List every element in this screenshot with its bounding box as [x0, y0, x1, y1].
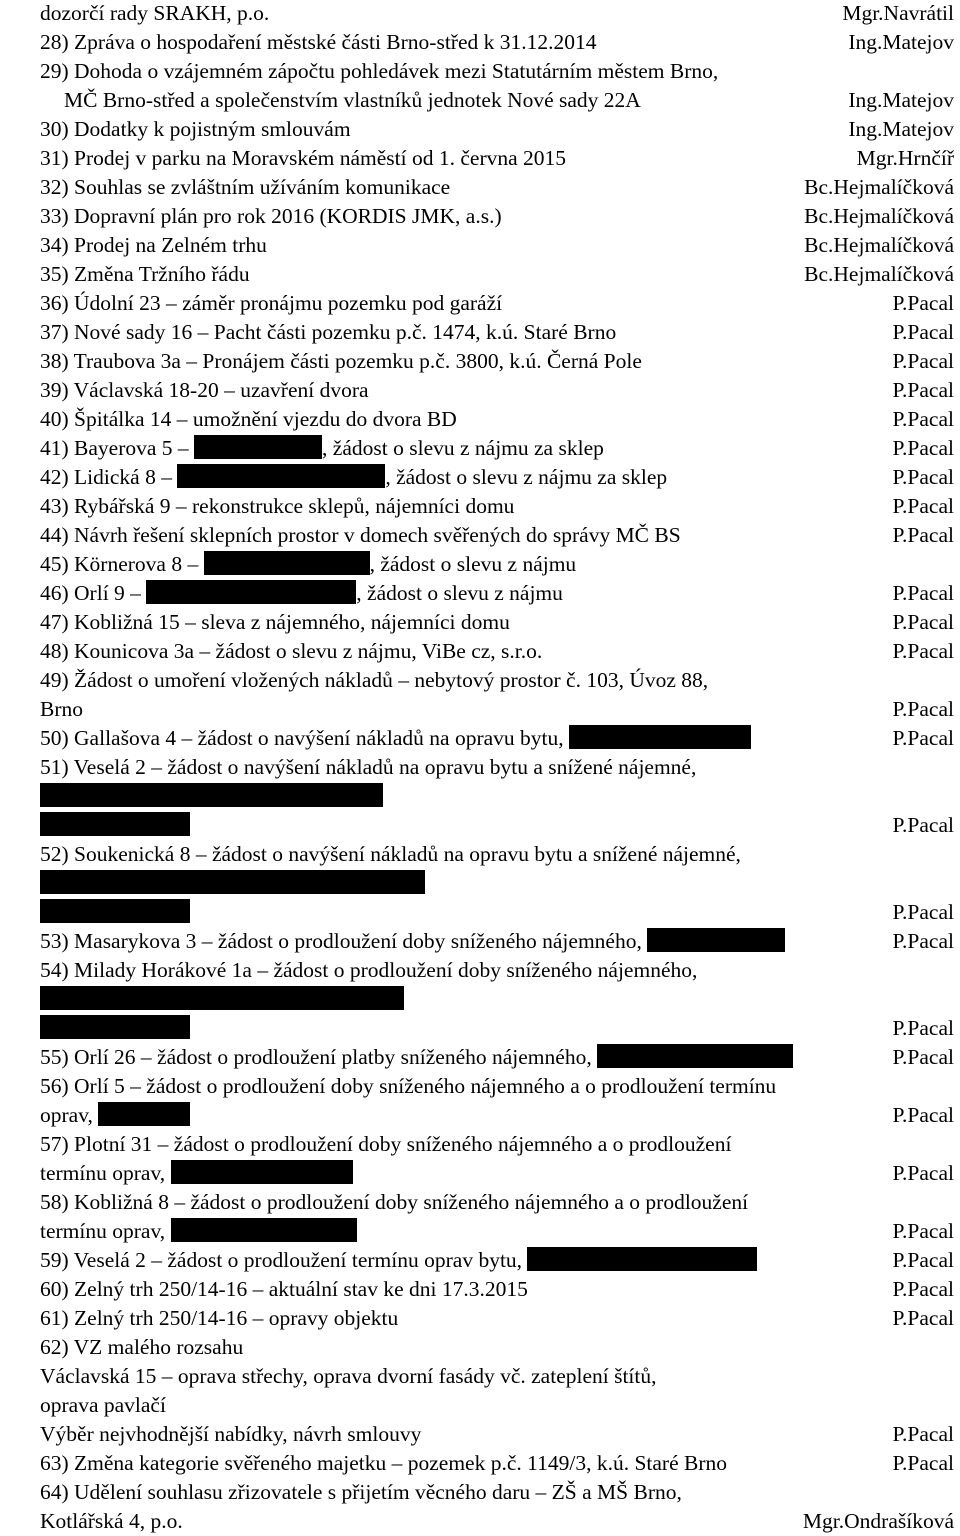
agenda-item-fragment: Brno — [40, 697, 83, 721]
presenter-name: P.Pacal — [892, 639, 954, 663]
agenda-item-fragment: 36) Údolní 23 – záměr pronájmu pozemku pod garáží — [40, 291, 503, 315]
presenter-name: P.Pacal — [892, 436, 954, 460]
agenda-item-fragment: 54) Milady Horákové 1a – žádost o prodloužení doby sníženého nájemného, — [40, 958, 698, 982]
agenda-item-fragment: , žádost o slevu z nájmu — [369, 552, 577, 576]
agenda-item-fragment: 28) Zpráva o hospodaření městské části Brno-střed k 31.12.2014 — [40, 30, 597, 54]
agenda-item-fragment: 64) Udělení souhlasu zřizovatele s přijetím věcného daru – ZŠ a MŠ Brno, — [40, 1480, 682, 1504]
agenda-item-text — [40, 492, 514, 521]
agenda-item-text — [40, 1246, 757, 1275]
redaction-bar — [171, 1160, 353, 1184]
redaction-bar — [40, 1015, 190, 1039]
agenda-item-fragment: 43) Rybářská 9 – rekonstrukce sklepů, nájemníci domu — [40, 494, 515, 518]
agenda-line — [0, 579, 960, 608]
agenda-line — [0, 637, 960, 666]
agenda-line — [0, 260, 960, 289]
agenda-line — [0, 1304, 960, 1333]
presenter-name: Bc.Hejmalíčková — [804, 204, 954, 228]
agenda-item-text — [40, 115, 351, 144]
presenter-name: P.Pacal — [892, 1422, 954, 1446]
agenda-item-text — [40, 1478, 682, 1507]
agenda-line — [0, 1072, 960, 1101]
agenda-item-text — [40, 1072, 776, 1101]
agenda-item-text — [40, 1275, 528, 1304]
agenda-item-text — [40, 811, 190, 840]
agenda-item-text — [40, 347, 642, 376]
presenter-name: P.Pacal — [892, 291, 954, 315]
agenda-item-text — [40, 1391, 166, 1420]
agenda-item-fragment: oprav, — [40, 1103, 99, 1127]
presenter-name: Bc.Hejmalíčková — [804, 233, 954, 257]
presenter-name: P.Pacal — [892, 523, 954, 547]
presenter-name: P.Pacal — [892, 1045, 954, 1069]
agenda-item-text — [40, 666, 708, 695]
agenda-item-text — [40, 1101, 190, 1130]
presenter-name: P.Pacal — [892, 1161, 954, 1185]
agenda-line — [0, 927, 960, 956]
agenda-line — [0, 1101, 960, 1130]
presenter-name: P.Pacal — [892, 407, 954, 431]
agenda-item-fragment: 48) Kounicova 3a – žádost o slevu z nájmu, ViBe cz, s.r.o. — [40, 639, 543, 663]
agenda-line — [0, 318, 960, 347]
agenda-line — [0, 1188, 960, 1217]
redaction-bar — [177, 464, 385, 488]
agenda-item-text — [40, 1449, 727, 1478]
agenda-item-fragment: 59) Veselá 2 – žádost o prodloužení termínu oprav bytu, — [40, 1248, 528, 1272]
agenda-item-text — [40, 724, 751, 753]
agenda-line — [0, 1507, 960, 1536]
agenda-item-text — [40, 1188, 748, 1217]
agenda-item-fragment: , žádost o slevu z nájmu — [356, 581, 563, 605]
agenda-item-fragment: 35) Změna Tržního řádu — [40, 262, 250, 286]
agenda-item-text — [40, 840, 741, 869]
redaction-bar — [40, 870, 275, 894]
agenda-item-fragment: 40) Špitálka 14 – umožnění vjezdu do dvora BD — [40, 407, 457, 431]
agenda-item-fragment: 39) Václavská 18-20 – uzavření dvora — [40, 378, 369, 402]
presenter-name: P.Pacal — [892, 1248, 954, 1272]
agenda-item-text — [40, 0, 269, 28]
agenda-item-fragment: Výběr nejvhodnější nabídky, návrh smlouvy — [40, 1422, 422, 1446]
redaction-bar — [204, 551, 370, 575]
agenda-item-text — [40, 463, 667, 492]
redaction-bar — [647, 928, 785, 952]
agenda-item-fragment: 47) Kobližná 15 – sleva z nájemného, nájemníci domu — [40, 610, 510, 634]
agenda-item-fragment: 32) Souhlas se zvláštním užíváním komunikace — [40, 175, 451, 199]
agenda-item-fragment: , žádost o slevu z nájmu za sklep — [385, 465, 668, 489]
agenda-line — [0, 1014, 960, 1043]
agenda-item-text — [40, 260, 250, 289]
presenter-name: P.Pacal — [892, 900, 954, 924]
agenda-item-text — [40, 521, 681, 550]
agenda-item-fragment: 34) Prodej na Zelném trhu — [40, 233, 267, 257]
agenda-item-text — [40, 173, 450, 202]
agenda-item-text — [40, 985, 404, 1014]
redaction-bar — [275, 870, 425, 894]
redaction-bar — [194, 435, 322, 459]
agenda-item-text — [40, 1014, 190, 1043]
agenda-line — [0, 347, 960, 376]
agenda-line — [0, 1217, 960, 1246]
presenter-name: P.Pacal — [892, 929, 954, 953]
agenda-item-text — [40, 318, 616, 347]
agenda-line — [0, 434, 960, 463]
agenda-item-text — [40, 1159, 353, 1188]
agenda-item-text — [40, 1362, 657, 1391]
agenda-item-fragment: 29) Dohoda o vzájemném zápočtu pohledávek mezi Statutárním městem Brno, — [40, 59, 719, 83]
agenda-item-text — [40, 898, 190, 927]
agenda-item-fragment: 51) Veselá 2 – žádost o navýšení nákladů na opravu bytu a snížené nájemné, — [40, 755, 697, 779]
agenda-item-text — [40, 927, 785, 956]
agenda-item-fragment: 30) Dodatky k pojistným smlouvám — [40, 117, 351, 141]
agenda-item-fragment: 62) VZ malého rozsahu — [40, 1335, 244, 1359]
agenda-item-fragment: , žádost o slevu z nájmu za sklep — [322, 436, 604, 460]
redaction-bar — [146, 580, 356, 604]
agenda-item-fragment: 53) Masarykova 3 – žádost o prodloužení doby sníženého nájemného, — [40, 929, 648, 953]
presenter-name: P.Pacal — [892, 1103, 954, 1127]
agenda-line — [0, 811, 960, 840]
agenda-item-text — [40, 144, 566, 173]
agenda-item-text — [40, 695, 83, 724]
agenda-line — [0, 956, 960, 985]
presenter-name: P.Pacal — [892, 726, 954, 750]
presenter-name: Ing.Matejov — [848, 117, 954, 141]
agenda-item-fragment: 44) Návrh řešení sklepních prostor v domech svěřených do správy MČ BS — [40, 523, 681, 547]
agenda-item-fragment: 46) Orlí 9 – — [40, 581, 147, 605]
presenter-name: Ing.Matejov — [848, 30, 954, 54]
agenda-line — [0, 57, 960, 86]
agenda-item-text — [40, 28, 597, 57]
presenter-name: P.Pacal — [892, 1016, 954, 1040]
agenda-item-text — [40, 231, 267, 260]
agenda-item-fragment: 55) Orlí 26 – žádost o prodloužení platby sníženého nájemného, — [40, 1045, 598, 1069]
agenda-item-fragment: 49) Žádost o umoření vložených nákladů – nebytový prostor č. 103, Úvoz 88, — [40, 668, 709, 692]
redaction-bar — [40, 812, 190, 836]
agenda-item-fragment: 38) Traubova 3a – Pronájem části pozemku p.č. 3800, k.ú. Černá Pole — [40, 349, 642, 373]
redaction-bar — [254, 986, 404, 1010]
agenda-item-fragment: 60) Zelný trh 250/14-16 – aktuální stav ke dni 17.3.2015 — [40, 1277, 528, 1301]
agenda-item-text — [40, 202, 502, 231]
agenda-item-fragment: 45) Körnerova 8 – — [40, 552, 204, 576]
presenter-name: Mgr.Navrátil — [842, 1, 954, 25]
presenter-name: P.Pacal — [892, 1306, 954, 1330]
agenda-line — [0, 1159, 960, 1188]
presenter-name: P.Pacal — [892, 1277, 954, 1301]
redaction-bar — [40, 899, 190, 923]
presenter-name: Bc.Hejmalíčková — [804, 175, 954, 199]
presenter-name: P.Pacal — [892, 465, 954, 489]
agenda-line — [0, 289, 960, 318]
agenda-item-fragment: 50) Gallašova 4 – žádost o navýšení nákladů na opravu bytu, — [40, 726, 570, 750]
agenda-line — [0, 405, 960, 434]
agenda-item-text — [40, 869, 425, 898]
agenda-item-fragment: 42) Lidická 8 – — [40, 465, 178, 489]
agenda-item-fragment: 31) Prodej v parku na Moravském náměstí od 1. června 2015 — [40, 146, 567, 170]
agenda-item-text — [40, 289, 502, 318]
agenda-item-text — [40, 434, 604, 463]
agenda-item-fragment: 63) Změna kategorie svěřeného majetku – pozemek p.č. 1149/3, k.ú. Staré Brno — [40, 1451, 727, 1475]
agenda-item-text — [40, 1507, 183, 1536]
agenda-item-text — [40, 1130, 731, 1159]
presenter-name: Bc.Hejmalíčková — [804, 262, 954, 286]
agenda-line — [0, 898, 960, 927]
agenda-item-text — [40, 1043, 793, 1072]
agenda-line — [0, 0, 960, 28]
agenda-item-fragment: 37) Nové sady 16 – Pacht části pozemku p.č. 1474, k.ú. Staré Brno — [40, 320, 617, 344]
agenda-line — [0, 1275, 960, 1304]
agenda-item-fragment: 61) Zelný trh 250/14-16 – opravy objektu — [40, 1306, 399, 1330]
agenda-item-fragment: 33) Dopravní plán pro rok 2016 (KORDIS JMK, a.s.) — [40, 204, 502, 228]
agenda-item-text — [40, 782, 383, 811]
agenda-item-text — [40, 405, 457, 434]
agenda-item-text — [40, 1420, 421, 1449]
redaction-bar — [98, 1102, 190, 1126]
agenda-line — [0, 869, 960, 898]
agenda-item-fragment: termínu oprav, — [40, 1161, 171, 1185]
agenda-item-text — [40, 579, 563, 608]
agenda-line — [0, 115, 960, 144]
agenda-line — [0, 753, 960, 782]
agenda-line — [0, 1420, 960, 1449]
agenda-item-fragment: 52) Soukenická 8 – žádost o navýšení nákladů na opravu bytu a snížené nájemné, — [40, 842, 741, 866]
presenter-name: P.Pacal — [892, 494, 954, 518]
agenda-line — [0, 985, 960, 1014]
agenda-line — [0, 28, 960, 57]
agenda-item-text — [40, 637, 542, 666]
agenda-line — [0, 202, 960, 231]
agenda-item-text — [64, 86, 641, 115]
redaction-bar — [40, 986, 254, 1010]
agenda-line — [0, 840, 960, 869]
presenter-name: P.Pacal — [892, 813, 954, 837]
agenda-line — [0, 1246, 960, 1275]
agenda-line — [0, 521, 960, 550]
agenda-line — [0, 666, 960, 695]
agenda-item-text — [40, 550, 576, 579]
presenter-name: P.Pacal — [892, 610, 954, 634]
agenda-item-text — [40, 1333, 243, 1362]
agenda-line — [0, 608, 960, 637]
agenda-item-fragment: 56) Orlí 5 – žádost o prodloužení doby sníženého nájemného a o prodloužení termínu — [40, 1074, 777, 1098]
agenda-line — [0, 173, 960, 202]
agenda-item-fragment: 57) Plotní 31 – žádost o prodloužení doby sníženého nájemného a o prodloužení — [40, 1132, 732, 1156]
agenda-item-text — [40, 956, 697, 985]
agenda-line — [0, 492, 960, 521]
agenda-line — [0, 724, 960, 753]
presenter-name: Mgr.Hrnčíř — [856, 146, 954, 170]
agenda-line — [0, 1043, 960, 1072]
agenda-item-text — [40, 608, 510, 637]
redaction-bar — [171, 1218, 357, 1242]
agenda-line — [0, 86, 960, 115]
agenda-item-fragment: termínu oprav, — [40, 1219, 171, 1243]
redaction-bar — [40, 783, 233, 807]
agenda-item-fragment: 58) Kobližná 8 – žádost o prodloužení doby sníženého nájemného a o prodloužení — [40, 1190, 749, 1214]
redaction-bar — [597, 1044, 793, 1068]
agenda-line — [0, 1449, 960, 1478]
redaction-bar — [527, 1247, 757, 1271]
presenter-name: Ing.Matejov — [848, 88, 954, 112]
agenda-line — [0, 782, 960, 811]
agenda-item-text — [40, 1217, 357, 1246]
agenda-line — [0, 1391, 960, 1420]
agenda-item-text — [40, 376, 369, 405]
presenter-name: P.Pacal — [892, 1451, 954, 1475]
agenda-line — [0, 231, 960, 260]
agenda-item-fragment: MČ Brno-střed a společenstvím vlastníků jednotek Nové sady 22A — [64, 88, 641, 112]
agenda-line — [0, 144, 960, 173]
agenda-item-text — [40, 57, 718, 86]
presenter-name: P.Pacal — [892, 697, 954, 721]
presenter-name: P.Pacal — [892, 320, 954, 344]
agenda-item-fragment: oprava pavlačí — [40, 1393, 166, 1417]
agenda-item-text — [40, 1304, 398, 1333]
agenda-item-fragment: dozorčí rady SRAKH, p.o. — [40, 1, 270, 25]
agenda-line — [0, 1362, 960, 1391]
agenda-item-fragment: 41) Bayerova 5 – — [40, 436, 195, 460]
agenda-item-text — [40, 753, 696, 782]
presenter-name: Mgr.Ondrašíková — [802, 1509, 954, 1533]
agenda-line — [0, 695, 960, 724]
redaction-bar — [233, 783, 383, 807]
presenter-name: P.Pacal — [892, 1219, 954, 1243]
agenda-line — [0, 376, 960, 405]
agenda-line — [0, 550, 960, 579]
agenda-line — [0, 1333, 960, 1362]
agenda-line — [0, 1478, 960, 1507]
agenda-item-fragment: Kotlářská 4, p.o. — [40, 1509, 183, 1533]
agenda-line — [0, 1130, 960, 1159]
agenda-line — [0, 463, 960, 492]
redaction-bar — [569, 725, 751, 749]
presenter-name: P.Pacal — [892, 378, 954, 402]
presenter-name: P.Pacal — [892, 581, 954, 605]
agenda-item-fragment: Václavská 15 – oprava střechy, oprava dvorní fasády vč. zateplení štítů, — [40, 1364, 657, 1388]
presenter-name: P.Pacal — [892, 349, 954, 373]
